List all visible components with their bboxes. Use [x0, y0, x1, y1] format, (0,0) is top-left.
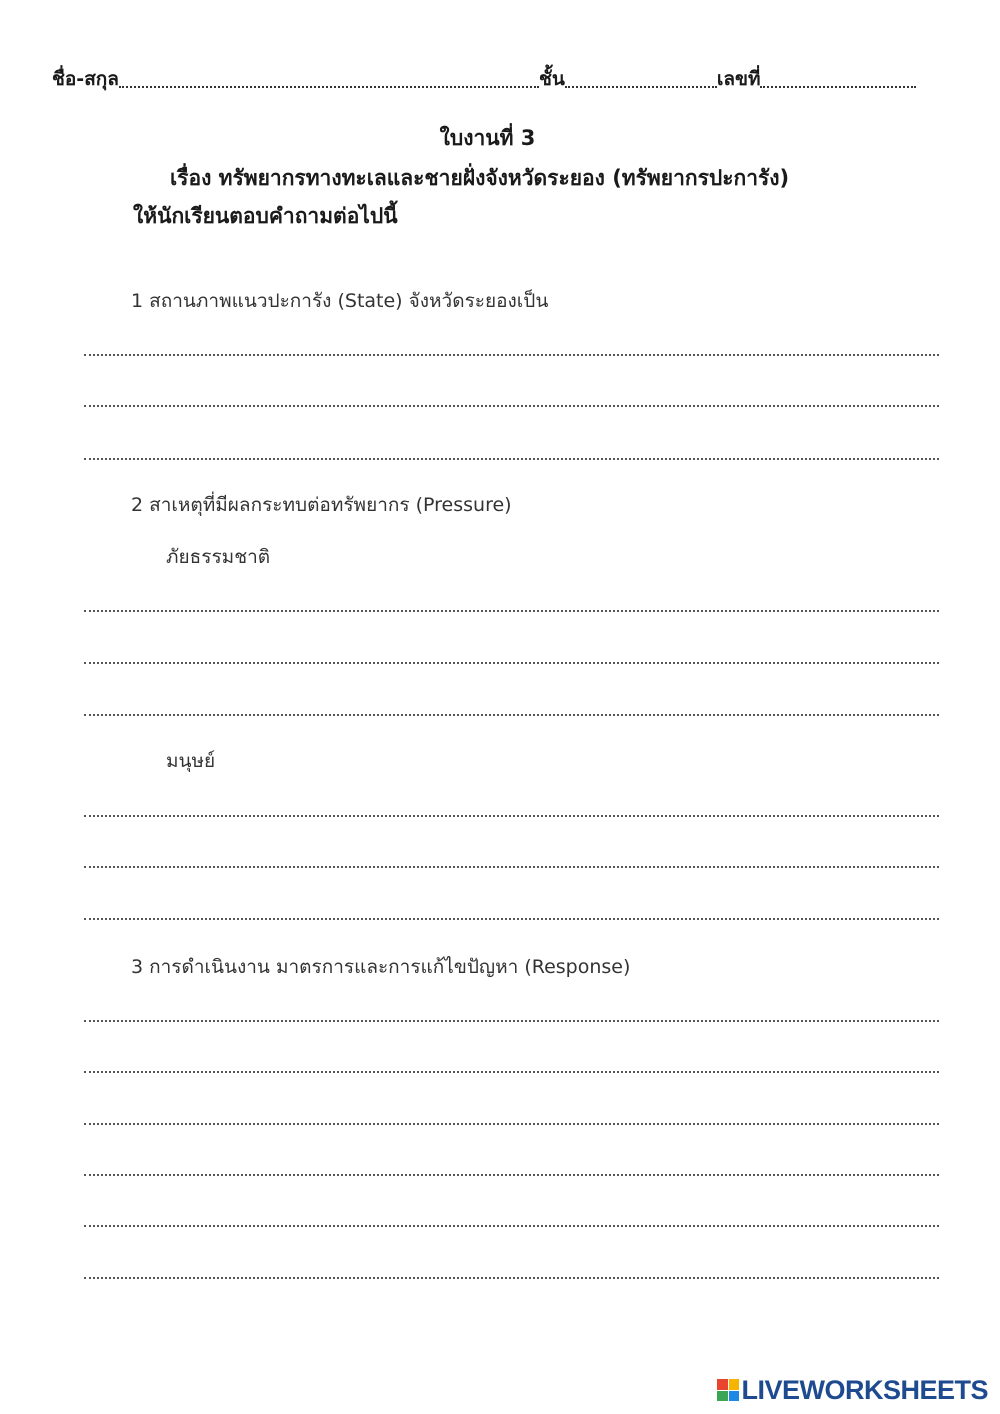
answer-line[interactable] [84, 1174, 939, 1176]
question-2-natural-disasters: ภัยธรรมชาติ [166, 546, 271, 568]
answer-line[interactable] [84, 866, 939, 868]
class-label: ชั้น [538, 68, 565, 90]
name-label: ชื่อ-สกุล [52, 68, 119, 90]
student-info-line [52, 62, 932, 94]
liveworksheets-logo [717, 1376, 988, 1404]
answer-line[interactable] [84, 610, 939, 612]
number-field[interactable] [760, 85, 916, 88]
question-2: 2 สาเหตุที่มีผลกระทบต่อทรัพยากร (Pressure) [131, 494, 512, 516]
answer-line[interactable] [84, 1071, 939, 1073]
question-3: 3 การดำเนินงาน มาตรการและการแก้ไขปัญหา (Response) [131, 956, 631, 978]
answer-line[interactable] [84, 918, 939, 920]
answer-line[interactable] [84, 354, 939, 356]
logo-text: LIVEWORKSHEETS [741, 1374, 988, 1405]
worksheet-title: ใบงานที่ 3 [439, 126, 536, 150]
answer-line[interactable] [84, 1020, 939, 1022]
answer-line[interactable] [84, 815, 939, 817]
name-field[interactable] [119, 85, 539, 88]
question-1: 1 สถานภาพแนวปะการัง (State) จังหวัดระยองเป็น [131, 290, 549, 312]
answer-line[interactable] [84, 458, 939, 460]
answer-line[interactable] [84, 1225, 939, 1227]
answer-line[interactable] [84, 1277, 939, 1279]
class-field[interactable] [565, 85, 717, 88]
answer-line[interactable] [84, 662, 939, 664]
logo-badge-icon [717, 1379, 739, 1401]
worksheet-subject: เรื่อง ทรัพยากรทางทะเลและชายฝั่งจังหวัดระยอง (ทรัพยากรปะการัง) [170, 166, 790, 190]
number-label: เลขที่ [716, 68, 761, 90]
question-2-humans: มนุษย์ [166, 750, 216, 772]
answer-line[interactable] [84, 714, 939, 716]
answer-line[interactable] [84, 405, 939, 407]
worksheet-instruction: ให้นักเรียนตอบคำถามต่อไปนี้ [133, 204, 398, 228]
answer-line[interactable] [84, 1123, 939, 1125]
